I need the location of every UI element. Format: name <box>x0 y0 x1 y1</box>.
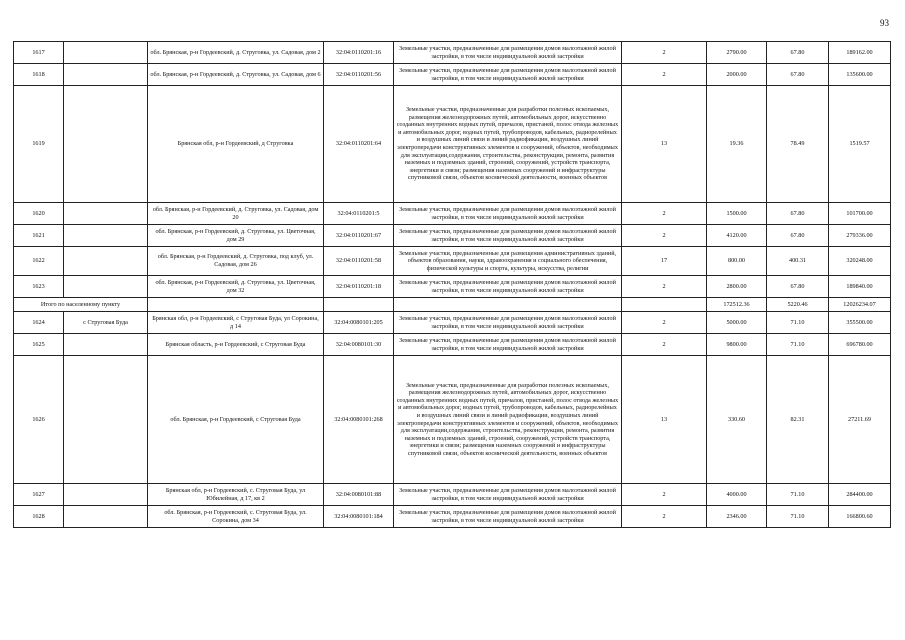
specific-cadastral-value: 71.10 <box>767 506 829 528</box>
specific-cadastral-value: 67.80 <box>767 276 829 298</box>
land-use-purpose: Земельные участки, предназначенные для размещения домов малоэтажной жилой застройки, в том числе индивидуальной жилой застройки <box>394 203 622 225</box>
cadastral-number: 32:04:0080101:30 <box>324 334 394 356</box>
area-value: 2790.00 <box>707 42 767 64</box>
page-number: 93 <box>880 18 889 28</box>
locality-name <box>64 42 148 64</box>
cadastral-cost: 279336.00 <box>829 225 891 247</box>
cadastral-number: 32:04:0110201:67 <box>324 225 394 247</box>
land-use-purpose: Земельные участки, предназначенные для разработки полезных ископаемых, размещения железнодорожных путей, автомобильных дорог, искусственно созданных внутренних водных путей, причалов, пристаней, полос отвода железных и автомобильных дорог, водных путей, трубопроводов, кабельных, радиорелейных и воздушных линий связи и линий радиофикации, воздушных линий электропередачи конструктивных элементов и сооружений, объектов, необходимых для эксплуатации,содержания, строительства, реконструкции, ремонта, развития наземных и подземных зданий, строений, сооружений, устройств транспорта, энергетики и связи; размещения наземных сооружений и инфраструктуры спутниковой связи, объектов космической деятельности, военных объектов <box>394 86 622 203</box>
use-group: 2 <box>622 334 707 356</box>
cadastral-cost: 355500.00 <box>829 312 891 334</box>
specific-cadastral-value: 400.31 <box>767 247 829 276</box>
cadastral-cost: 1519.57 <box>829 86 891 203</box>
row-number: 1620 <box>14 203 64 225</box>
row-number: 1621 <box>14 225 64 247</box>
locality-name <box>64 276 148 298</box>
land-use-purpose: Земельные участки, предназначенные для размещения административных зданий, объектов образования, науки, здравоохранения и социального обеспечения, физической культуры и спорта, культуры, искусства, религии <box>394 247 622 276</box>
area-value: 4120.00 <box>707 225 767 247</box>
row-number: 1622 <box>14 247 64 276</box>
empty-cell <box>622 298 707 312</box>
land-use-purpose: Земельные участки, предназначенные для размещения домов малоэтажной жилой застройки, в том числе индивидуальной жилой застройки <box>394 312 622 334</box>
area-value: 4000.00 <box>707 484 767 506</box>
land-use-purpose: Земельные участки, предназначенные для размещения домов малоэтажной жилой застройки, в том числе индивидуальной жилой застройки <box>394 225 622 247</box>
cadastral-number: 32:04:0110201:16 <box>324 42 394 64</box>
area-value: 5000.00 <box>707 312 767 334</box>
row-number: 1623 <box>14 276 64 298</box>
address-cell: Брянская обл, р-н Гордеевский, с. Струговая Буда, ул Юбилейная, д 17, кв 2 <box>148 484 324 506</box>
cadastral-cost: 189840.00 <box>829 276 891 298</box>
empty-cell <box>148 298 324 312</box>
specific-cadastral-value: 67.80 <box>767 203 829 225</box>
locality-name <box>64 225 148 247</box>
use-group: 17 <box>622 247 707 276</box>
cadastral-cost: 101700.00 <box>829 203 891 225</box>
table-row <box>14 484 891 506</box>
land-use-purpose: Земельные участки, предназначенные для размещения домов малоэтажной жилой застройки, в том числе индивидуальной жилой застройки <box>394 64 622 86</box>
locality-name <box>64 356 148 484</box>
land-cadastral-table <box>13 41 891 528</box>
area-value: 19.36 <box>707 86 767 203</box>
address-cell: обл. Брянская, р-н Гордеевский, д. Струговка, ул. Цветочная, дом 29 <box>148 225 324 247</box>
area-value: 800.00 <box>707 247 767 276</box>
cadastral-cost: 696780.00 <box>829 334 891 356</box>
area-value: 2800.00 <box>707 276 767 298</box>
table-row <box>14 225 891 247</box>
locality-name <box>64 203 148 225</box>
table-row <box>14 276 891 298</box>
locality-total-row <box>14 298 891 312</box>
use-group: 2 <box>622 203 707 225</box>
table-row <box>14 334 891 356</box>
specific-cadastral-value: 71.10 <box>767 484 829 506</box>
cadastral-number: 32:04:0080101:88 <box>324 484 394 506</box>
table-row <box>14 86 891 203</box>
cadastral-number: 32:04:0080101:184 <box>324 506 394 528</box>
address-cell: обл. Брянская, р-н Гордеевский, д. Струговка, под клуб, ул. Садовая, дом 26 <box>148 247 324 276</box>
use-group: 2 <box>622 42 707 64</box>
total-upks: 5220.46 <box>767 298 829 312</box>
use-group: 2 <box>622 312 707 334</box>
area-value: 2000.00 <box>707 64 767 86</box>
use-group: 2 <box>622 64 707 86</box>
land-use-purpose: Земельные участки, предназначенные для размещения домов малоэтажной жилой застройки, в том числе индивидуальной жилой застройки <box>394 506 622 528</box>
row-number: 1628 <box>14 506 64 528</box>
address-cell: Брянская обл, р-н Гордеевский, д Струговка <box>148 86 324 203</box>
cadastral-cost: 189162.00 <box>829 42 891 64</box>
table-row <box>14 42 891 64</box>
table-row <box>14 203 891 225</box>
use-group: 2 <box>622 484 707 506</box>
use-group: 13 <box>622 356 707 484</box>
use-group: 2 <box>622 506 707 528</box>
land-use-purpose: Земельные участки, предназначенные для размещения домов малоэтажной жилой застройки, в том числе индивидуальной жилой застройки <box>394 484 622 506</box>
row-number: 1618 <box>14 64 64 86</box>
address-cell: обл. Брянская, р-н Гордеевский, д. Струговка, ул. Цветочная, дом 32 <box>148 276 324 298</box>
area-value: 2346.00 <box>707 506 767 528</box>
total-area: 172512.36 <box>707 298 767 312</box>
cadastral-number: 32:04:0080101:268 <box>324 356 394 484</box>
address-cell: обл. Брянская, р-н Гордеевский, д. Струговка, ул. Садовая, дом 6 <box>148 64 324 86</box>
area-value: 1500.00 <box>707 203 767 225</box>
address-cell: Брянская обл, р-н Гордеевский, с Струговая Буда, ул Сорокина, д 14 <box>148 312 324 334</box>
specific-cadastral-value: 67.80 <box>767 42 829 64</box>
row-number: 1625 <box>14 334 64 356</box>
cadastral-cost: 135600.00 <box>829 64 891 86</box>
specific-cadastral-value: 82.31 <box>767 356 829 484</box>
cadastral-cost: 27211.69 <box>829 356 891 484</box>
locality-name <box>64 64 148 86</box>
locality-name <box>64 334 148 356</box>
use-group: 13 <box>622 86 707 203</box>
land-use-purpose: Земельные участки, предназначенные для размещения домов малоэтажной жилой застройки, в том числе индивидуальной жилой застройки <box>394 42 622 64</box>
cadastral-number: 32:04:0110201:18 <box>324 276 394 298</box>
land-use-purpose: Земельные участки, предназначенные для размещения домов малоэтажной жилой застройки, в том числе индивидуальной жилой застройки <box>394 334 622 356</box>
row-number: 1619 <box>14 86 64 203</box>
total-cost: 12026234.07 <box>829 298 891 312</box>
table-row <box>14 356 891 484</box>
cadastral-number: 32:04:0110201:5 <box>324 203 394 225</box>
area-value: 9800.00 <box>707 334 767 356</box>
total-label: Итого по населенному пункту <box>14 298 148 312</box>
cadastral-number: 32:04:0110201:58 <box>324 247 394 276</box>
locality-name <box>64 484 148 506</box>
cadastral-number: 32:04:0110201:56 <box>324 64 394 86</box>
locality-name <box>64 247 148 276</box>
address-cell: обл. Брянская, р-н Гордеевский, с Струговая Буда <box>148 356 324 484</box>
specific-cadastral-value: 78.49 <box>767 86 829 203</box>
specific-cadastral-value: 67.80 <box>767 64 829 86</box>
address-cell: обл. Брянская, р-н Гордеевский, д. Струговка, ул. Садовая, дом 20 <box>148 203 324 225</box>
table-row <box>14 64 891 86</box>
table-row <box>14 506 891 528</box>
cadastral-cost: 284400.00 <box>829 484 891 506</box>
locality-name: с Струговая Буда <box>64 312 148 334</box>
cadastral-cost: 166800.60 <box>829 506 891 528</box>
specific-cadastral-value: 71.10 <box>767 334 829 356</box>
address-cell: обл. Брянская, р-н Гордеевский, с. Струговая Буда, ул. Сорокина, дом 34 <box>148 506 324 528</box>
cadastral-number: 32:04:0080101:205 <box>324 312 394 334</box>
address-cell: Брянская область, р-н Гордеевский, с Струговая Буда <box>148 334 324 356</box>
specific-cadastral-value: 71.10 <box>767 312 829 334</box>
address-cell: обл. Брянская, р-н Гордеевский, д. Струговка, ул. Садовая, дом 2 <box>148 42 324 64</box>
cadastral-number: 32:04:0110201:64 <box>324 86 394 203</box>
empty-cell <box>394 298 622 312</box>
area-value: 330.60 <box>707 356 767 484</box>
land-use-purpose: Земельные участки, предназначенные для размещения домов малоэтажной жилой застройки, в том числе индивидуальной жилой застройки <box>394 276 622 298</box>
locality-name <box>64 506 148 528</box>
empty-cell <box>324 298 394 312</box>
row-number: 1626 <box>14 356 64 484</box>
row-number: 1627 <box>14 484 64 506</box>
specific-cadastral-value: 67.80 <box>767 225 829 247</box>
table-row <box>14 312 891 334</box>
row-number: 1617 <box>14 42 64 64</box>
use-group: 2 <box>622 276 707 298</box>
table-row <box>14 247 891 276</box>
land-use-purpose: Земельные участки, предназначенные для разработки полезных ископаемых, размещения железнодорожных путей, автомобильных дорог, искусственно созданных внутренних водных путей, причалов, пристаней, полос отвода железных и автомобильных дорог, водных путей, трубопроводов, кабельных, радиорелейных и воздушных линий связи и линий радиофикации, воздушных линий электропередачи конструктивных элементов и сооружений, объектов, необходимых для эксплуатации,содержания, строительства, реконструкции, ремонта, развития наземных и подземных зданий, строений, сооружений, устройств транспорта, энергетики и связи; размещения наземных сооружений и инфраструктуры спутниковой связи, объектов космической деятельности, военных объектов <box>394 356 622 484</box>
locality-name <box>64 86 148 203</box>
use-group: 2 <box>622 225 707 247</box>
cadastral-cost: 320248.00 <box>829 247 891 276</box>
row-number: 1624 <box>14 312 64 334</box>
